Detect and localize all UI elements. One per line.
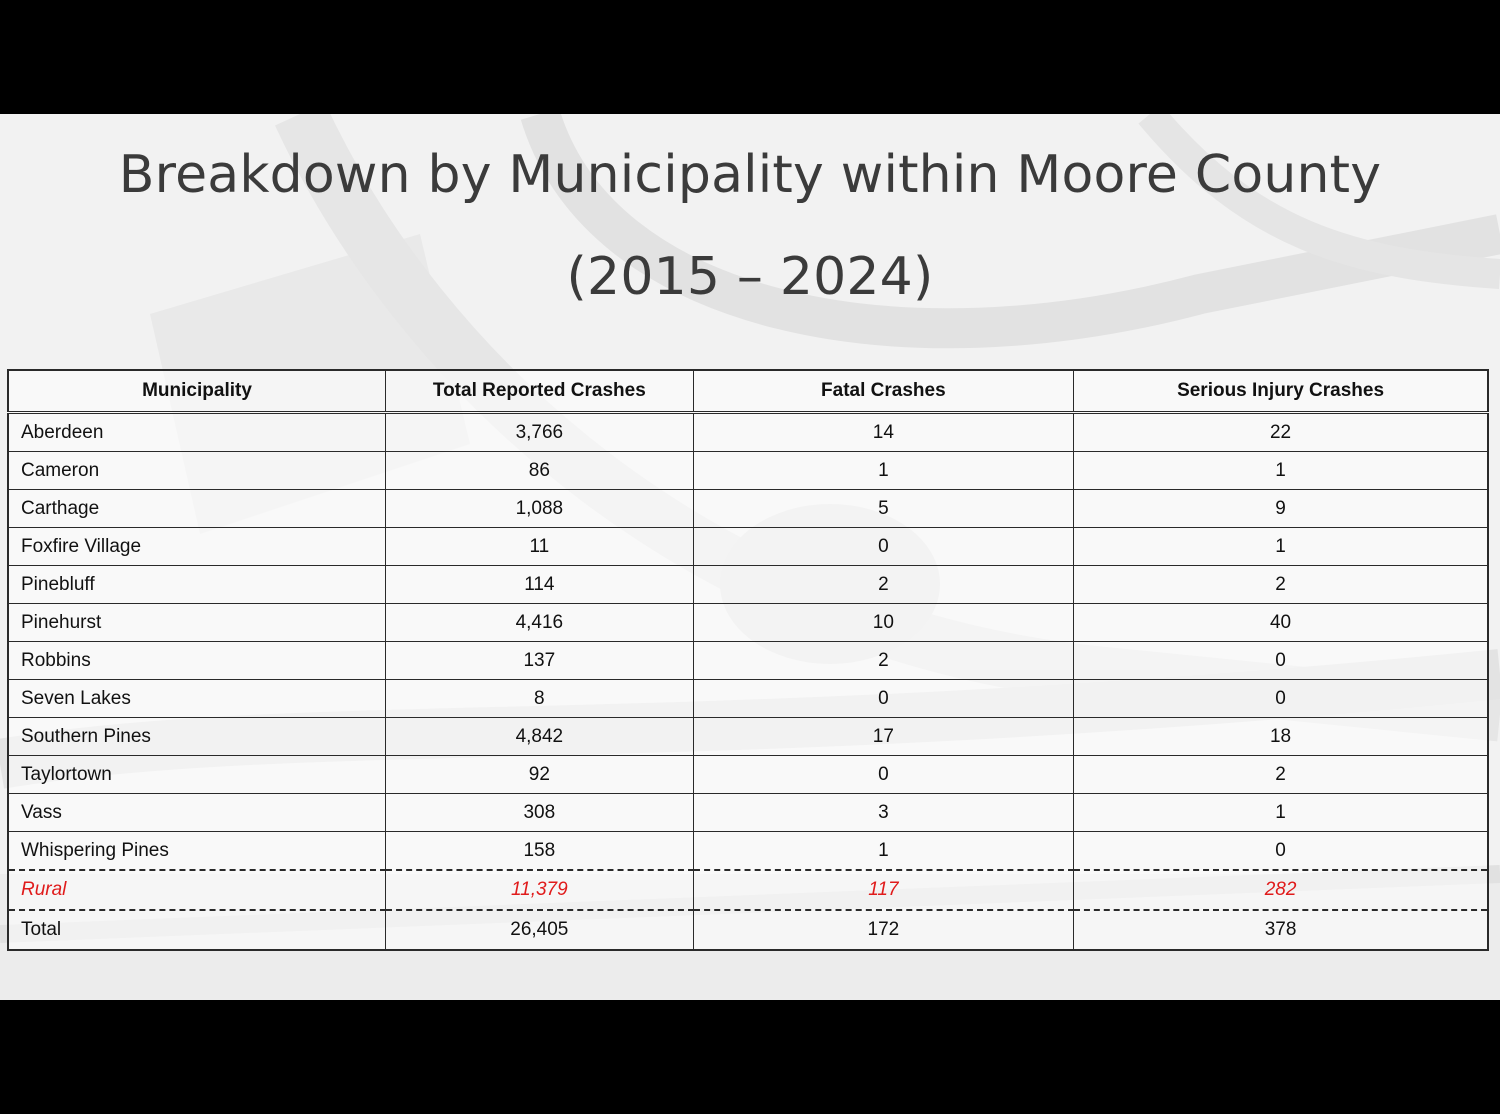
title-line-2: (2015 – 2024) <box>566 247 934 307</box>
cell-rural-label: Rural <box>8 870 386 910</box>
cell-fatal: 3 <box>693 794 1073 832</box>
cell-serious: 1 <box>1074 452 1488 490</box>
cell-municipality: Vass <box>8 794 386 832</box>
cell-total: 4,842 <box>386 718 694 756</box>
header-total-crashes: Total Reported Crashes <box>386 370 694 413</box>
cell-municipality: Robbins <box>8 642 386 680</box>
cell-municipality: Pinebluff <box>8 566 386 604</box>
cell-total: 86 <box>386 452 694 490</box>
cell-total: 92 <box>386 756 694 794</box>
header-serious-injury-crashes: Serious Injury Crashes <box>1074 370 1488 413</box>
cell-municipality: Southern Pines <box>8 718 386 756</box>
cell-total: 8 <box>386 680 694 718</box>
cell-serious: 1 <box>1074 528 1488 566</box>
cell-total: 11 <box>386 528 694 566</box>
cell-municipality: Aberdeen <box>8 413 386 452</box>
cell-municipality: Foxfire Village <box>8 528 386 566</box>
cell-municipality: Cameron <box>8 452 386 490</box>
cell-serious: 0 <box>1074 680 1488 718</box>
cell-fatal: 5 <box>693 490 1073 528</box>
cell-serious: 0 <box>1074 832 1488 871</box>
cell-municipality: Whispering Pines <box>8 832 386 871</box>
cell-total: 114 <box>386 566 694 604</box>
header-municipality: Municipality <box>8 370 386 413</box>
cell-total-total: 26,405 <box>386 910 694 950</box>
cell-total: 158 <box>386 832 694 871</box>
header-fatal-crashes: Fatal Crashes <box>693 370 1073 413</box>
cell-serious: 22 <box>1074 413 1488 452</box>
cell-rural-fatal: 117 <box>693 870 1073 910</box>
cell-total: 1,088 <box>386 490 694 528</box>
table-row <box>8 490 1488 528</box>
cell-fatal: 2 <box>693 642 1073 680</box>
cell-total-serious: 378 <box>1074 910 1488 950</box>
cell-serious: 2 <box>1074 566 1488 604</box>
cell-serious: 9 <box>1074 490 1488 528</box>
cell-fatal: 0 <box>693 680 1073 718</box>
cell-total: 4,416 <box>386 604 694 642</box>
slide-title <box>0 124 1500 328</box>
cell-fatal: 0 <box>693 756 1073 794</box>
cell-fatal: 1 <box>693 832 1073 871</box>
table-row <box>8 528 1488 566</box>
cell-serious: 1 <box>1074 794 1488 832</box>
cell-rural-serious: 282 <box>1074 870 1488 910</box>
cell-fatal: 17 <box>693 718 1073 756</box>
cell-rural-total: 11,379 <box>386 870 694 910</box>
table-row <box>8 642 1488 680</box>
cell-municipality: Seven Lakes <box>8 680 386 718</box>
table-header-row <box>8 370 1488 413</box>
table-row <box>8 604 1488 642</box>
title-line-1: Breakdown by Municipality within Moore County <box>118 145 1382 205</box>
total-row <box>8 910 1488 950</box>
cell-fatal: 14 <box>693 413 1073 452</box>
cell-serious: 0 <box>1074 642 1488 680</box>
cell-fatal: 2 <box>693 566 1073 604</box>
slide <box>0 114 1500 1000</box>
cell-total-fatal: 172 <box>693 910 1073 950</box>
table-row <box>8 680 1488 718</box>
cell-total: 3,766 <box>386 413 694 452</box>
table-row <box>8 452 1488 490</box>
cell-municipality: Pinehurst <box>8 604 386 642</box>
cell-serious: 2 <box>1074 756 1488 794</box>
table-row <box>8 718 1488 756</box>
cell-municipality: Carthage <box>8 490 386 528</box>
cell-total: 137 <box>386 642 694 680</box>
cell-serious: 40 <box>1074 604 1488 642</box>
cell-total: 308 <box>386 794 694 832</box>
cell-total-label: Total <box>8 910 386 950</box>
cell-fatal: 0 <box>693 528 1073 566</box>
table-row <box>8 832 1488 871</box>
cell-fatal: 10 <box>693 604 1073 642</box>
cell-serious: 18 <box>1074 718 1488 756</box>
crash-data-table <box>7 369 1489 951</box>
table-row <box>8 794 1488 832</box>
cell-municipality: Taylortown <box>8 756 386 794</box>
rural-row <box>8 870 1488 910</box>
table-row <box>8 413 1488 452</box>
table-row <box>8 566 1488 604</box>
cell-fatal: 1 <box>693 452 1073 490</box>
table-row <box>8 756 1488 794</box>
